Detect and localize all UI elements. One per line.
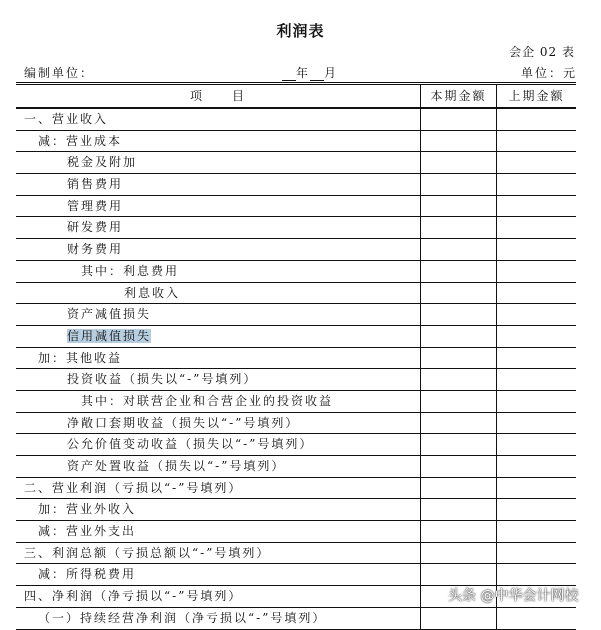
current-amount-cell[interactable] [420,608,496,629]
row-label-text: （一）持续经营净利润（净亏损以“-”号填列） [38,610,327,625]
row-label [16,261,420,282]
row-label-text: 一、营业收入 [24,112,109,126]
previous-amount-cell[interactable] [496,499,576,520]
current-amount-cell[interactable] [420,131,496,152]
row-label-text: 二、营业利润（亏损以“-”号填列） [24,480,243,495]
previous-amount-cell[interactable] [496,348,576,369]
row-label [16,217,420,238]
row-label [16,369,420,390]
current-amount-cell[interactable] [420,348,496,369]
row-label-text: 投资收益（损失以“-”号填列） [67,372,258,387]
table-row [16,543,576,565]
previous-amount-cell[interactable] [496,369,576,390]
table-row [16,608,576,630]
current-amount-cell[interactable] [420,413,496,434]
table-row [16,391,576,413]
row-label [16,413,420,434]
previous-amount-cell[interactable] [496,564,576,585]
row-label-text: 减：所得税费用 [38,567,137,582]
row-label [16,391,420,412]
table-header [16,85,576,109]
row-label-text: 其中：对联营企业和合营企业的投资收益 [81,393,334,408]
current-amount-cell[interactable] [420,283,496,304]
current-amount-cell[interactable] [420,456,496,477]
current-amount-cell[interactable] [420,152,496,173]
current-amount-cell[interactable] [420,434,496,455]
table-row [16,369,576,391]
row-label-text: 三、利润总额（亏损总额以“-”号填列） [24,545,271,560]
table-row [16,152,576,174]
row-label [16,521,420,542]
row-label-text: 资产减值损失 [67,307,152,322]
row-label [16,152,420,173]
previous-amount-cell[interactable] [496,391,576,412]
current-amount-cell[interactable] [420,304,496,325]
row-label-text: 销售费用 [67,177,124,192]
row-label-text: 其中：利息费用 [81,263,180,278]
month-label: 月 [324,66,339,80]
row-label [16,608,420,629]
table-row [16,434,576,456]
row-label-text: 财务费用 [67,242,124,257]
header-previous: 上期金额 [496,85,576,107]
table-row [16,261,576,283]
row-label [16,564,420,585]
table-row [16,239,576,261]
row-label-text: 减：营业外支出 [38,524,137,539]
previous-amount-cell[interactable] [496,608,576,629]
table-row [16,499,576,521]
previous-amount-cell[interactable] [496,174,576,195]
table-row [16,564,576,586]
row-label-text: 公允价值变动收益（损失以“-”号填列） [67,437,314,452]
current-amount-cell[interactable] [420,217,496,238]
table-row [16,478,576,500]
row-label [16,239,420,260]
form-code: 会企 02 表 [509,45,575,59]
row-label [16,283,420,304]
table-row [16,196,576,218]
row-label-text: 净敞口套期收益（损失以“-”号填列） [67,415,300,430]
table-row [16,174,576,196]
table-row [16,326,576,348]
current-amount-cell[interactable] [420,326,496,347]
previous-amount-cell[interactable] [496,152,576,173]
row-label-text: 税金及附加 [67,155,138,170]
row-label-text: 研发费用 [67,220,124,235]
current-amount-cell[interactable] [420,369,496,390]
current-amount-cell[interactable] [420,391,496,412]
row-label-text: 利息收入 [124,285,181,300]
row-label [16,543,420,564]
current-amount-cell[interactable] [420,543,496,564]
table-row [16,304,576,326]
current-amount-cell[interactable] [420,261,496,282]
previous-amount-cell[interactable] [496,413,576,434]
row-label [16,499,420,520]
table-row [16,109,576,131]
previous-amount-cell[interactable] [496,434,576,455]
header-current: 本期金额 [420,85,496,107]
row-label [16,456,420,477]
previous-amount-cell[interactable] [496,456,576,477]
row-label [16,174,420,195]
row-label [16,434,420,455]
row-label [16,478,420,499]
table-row [16,348,576,370]
previous-amount-cell[interactable] [496,478,576,499]
row-label-text: 加：其他收益 [38,350,123,365]
year-label: 年 [296,66,311,80]
row-label [16,586,420,607]
current-amount-cell[interactable] [420,239,496,260]
previous-amount-cell[interactable] [496,304,576,325]
previous-amount-cell[interactable] [496,543,576,564]
date-field [282,64,338,81]
row-label [16,109,420,130]
previous-amount-cell[interactable] [496,521,576,542]
table-row [16,131,576,153]
row-label [16,326,420,347]
previous-amount-cell[interactable] [496,131,576,152]
previous-amount-cell[interactable] [496,196,576,217]
row-label-text: 管理费用 [67,198,124,213]
current-amount-cell[interactable] [420,478,496,499]
table-row [16,283,576,305]
row-label-text: 信用减值损失 [67,328,152,343]
row-label-text: 资产处置收益（损失以“-”号填列） [67,459,286,473]
row-label [16,348,420,369]
row-label-text: 加：营业外收入 [38,502,137,517]
previous-amount-cell[interactable] [496,261,576,282]
row-label [16,131,420,152]
previous-amount-cell[interactable] [496,283,576,304]
current-amount-cell[interactable] [420,196,496,217]
watermark: 头条 @中华会计网校 [448,588,579,604]
org-label: 编制单位： [24,66,95,80]
previous-amount-cell[interactable] [496,217,576,238]
previous-amount-cell[interactable] [496,239,576,260]
row-label [16,196,420,217]
table-row [16,456,576,478]
current-amount-cell[interactable] [420,109,496,130]
income-statement-table [16,82,579,630]
table-row [16,217,576,239]
page-title: 利润表 [276,22,325,40]
previous-amount-cell[interactable] [496,109,576,130]
current-amount-cell[interactable] [420,521,496,542]
table-row [16,521,576,543]
meta-row [24,64,577,80]
row-label [16,304,420,325]
current-amount-cell[interactable] [420,564,496,585]
table-row [16,413,576,435]
row-label-text: 四、净利润（净亏损以“-”号填列） [24,589,243,604]
header-item: 项 目 [189,89,246,103]
current-amount-cell[interactable] [420,499,496,520]
unit-label: 单位：元 [520,66,577,80]
current-amount-cell[interactable] [420,174,496,195]
previous-amount-cell[interactable] [496,326,576,347]
row-label-text: 减：营业成本 [38,133,123,148]
